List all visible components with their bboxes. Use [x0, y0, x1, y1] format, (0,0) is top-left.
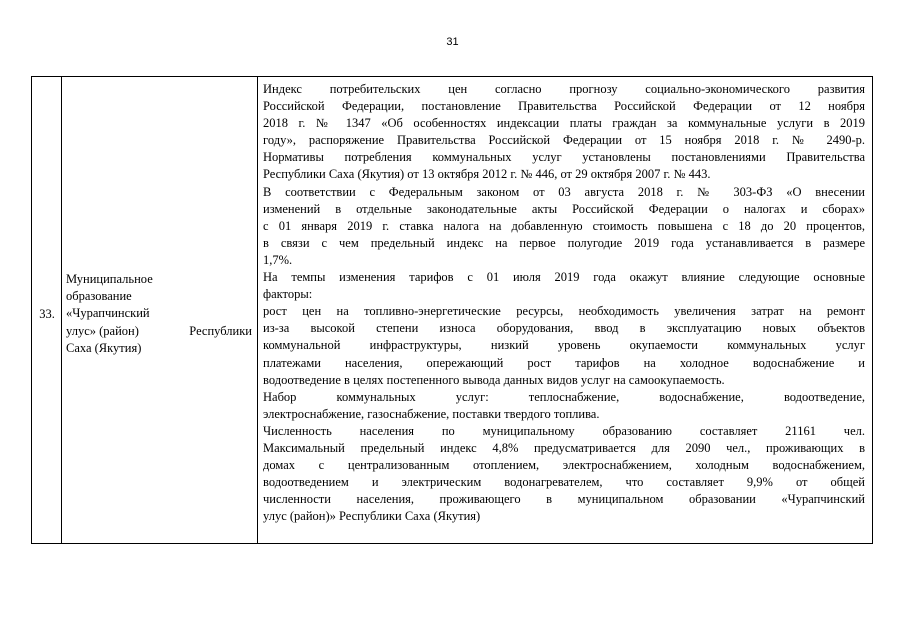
text-line: году», распоряжение Правительства Российской Федерации от 15 ноября 2018 г. № 2490-р. [263, 133, 865, 148]
text-line: рост цен на топливно-энергетические ресурсы, необходимость увеличения затрат на ремонт [263, 304, 865, 319]
text-line: коммунальной инфраструктуры, низкий уровень окупаемости коммунальных услуг [263, 338, 865, 353]
name-line-part: Республики [189, 323, 252, 338]
text-line: Набор коммунальных услуг: теплоснабжение, водоснабжение, водоотведение, [263, 389, 865, 404]
text-line: домах с централизованным отоплением, электроснабжением, холодным водоснабжением, [263, 458, 865, 473]
text-line: с 01 января 2019 г. ставка налога на добавленную стоимость повышена с 18 до 20 процентов, [263, 218, 865, 233]
description-cell [258, 77, 872, 543]
name-line-part: улус» (район) [66, 323, 139, 338]
text-line: 1,7%. [263, 252, 293, 267]
text-line: В соответствии с Федеральным законом от 03 августа 2018 г. № 303-ФЗ «О внесении [263, 184, 865, 199]
row-number-cell [32, 77, 62, 543]
text-line: из-за высокой степени износа оборудования, ввод в эксплуатацию новых объектов [263, 321, 865, 336]
municipality-name [66, 271, 252, 357]
name-line [66, 323, 252, 340]
text-line: Индекс потребительских цен согласно прогнозу социально-экономического развития [263, 82, 865, 96]
municipality-name-cell [62, 77, 258, 543]
name-line: Муниципальное [66, 272, 153, 286]
text-line: водоотведение в целях постепенного вывода данных видов услуг на самоокупаемость. [263, 372, 725, 387]
text-line: изменений в отдельные законодательные акты Российской Федерации о налогах и сборах» [263, 201, 865, 216]
name-line: Саха (Якутия) [66, 340, 142, 355]
text-line: Нормативы потребления коммунальных услуг установлены постановлениями Правительства [263, 150, 865, 165]
text-line: численности населения, проживающего в муниципальном образовании «Чурапчинский [263, 492, 865, 507]
name-line: образование [66, 289, 132, 304]
text-line: электроснабжение, газоснабжение, поставки твердого топлива. [263, 406, 600, 421]
text-line: в связи с чем предельный индекс на первое полугодие 2019 года устанавливается в размере [263, 235, 865, 250]
text-line: 2018 г. № 1347 «Об особенностях индексации платы граждан за коммунальные услуги в 2019 [263, 116, 865, 131]
description-text [263, 81, 865, 525]
text-line: платежами населения, опережающий рост тарифов на холодное водоснабжение и [263, 355, 865, 370]
tariff-table [31, 76, 873, 544]
text-line: Численность населения по муниципальному образованию составляет 21161 чел. [263, 423, 865, 438]
text-line: водоотведением и электрическим водонагревателем, что составляет 9,9% от общей [263, 475, 865, 490]
text-line: факторы: [263, 287, 313, 302]
text-line: Республики Саха (Якутия) от 13 октября 2012 г. № 446, от 29 октября 2007 г. № 443. [263, 167, 711, 182]
name-line: «Чурапчинский [66, 306, 150, 321]
text-line: На темпы изменения тарифов с 01 июля 2019 года окажут влияние следующие основные [263, 270, 865, 285]
text-line: Российской Федерации, постановление Правительства Российской Федерации от 12 ноября [263, 99, 865, 114]
text-line: Максимальный предельный индекс 4,8% предусматривается для 2090 чел., проживающих в [263, 440, 865, 455]
row-number: 33. [39, 307, 55, 321]
page-number: 31 [446, 36, 459, 48]
text-line: улус (район)» Республики Саха (Якутия) [263, 509, 481, 524]
